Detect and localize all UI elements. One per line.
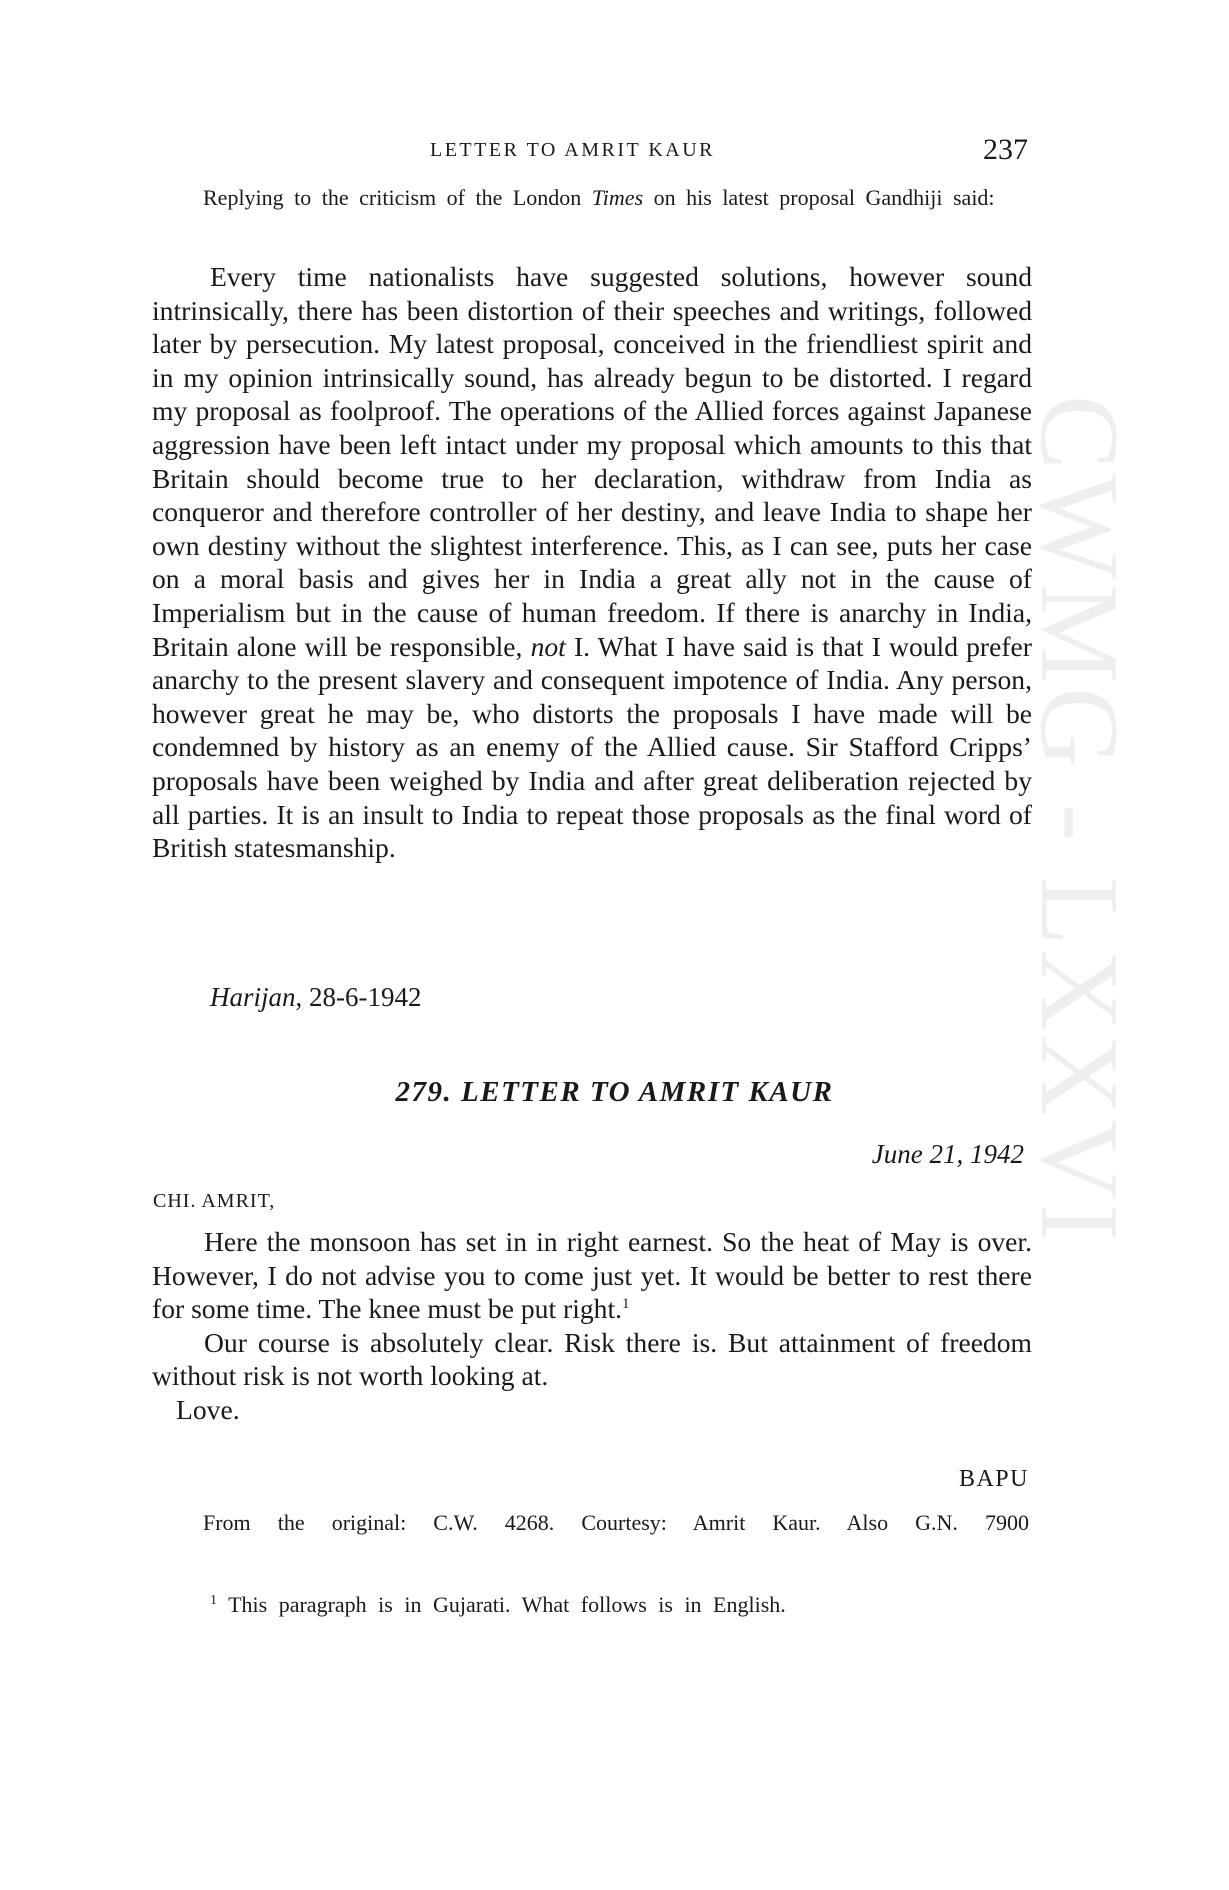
watermark-text: CWMG - LXXVI [1017,395,1141,1246]
intro-note [153,181,1031,215]
letter-closing: Love. [176,1393,240,1425]
running-title: LETTER TO AMRIT KAUR [430,139,716,161]
letter-date: June 21, 1942 [871,1139,1024,1169]
page-number: 237 [983,133,1028,166]
letter-salutation: CHI. AMRIT, [153,1190,276,1212]
statement-emphasis: not [530,630,566,662]
statement-body [152,260,1032,865]
intro-text-before: Replying to the criticism of the London [203,185,592,210]
footnote-reference: 1 [622,1296,630,1313]
intro-text-after: on his latest proposal Gandhiji said: [643,185,995,210]
source-courtesy: From the original: C.W. 4268. Courtesy: Amrit Kaur. Also G.N. 7900 [203,1510,1029,1535]
statement-paragraph [152,260,1032,865]
letter-paragraph-2: Our course is absolutely clear. Risk there is. But attainment of freedom without risk is not worth looking at. [152,1326,1032,1392]
statement-text-part-1: Every time nationalists have suggested solutions, however sound intrinsically, there has been distortion of their speeches and writings, followed later by persecution. My latest proposal, conceived in the friendliest spirit and in my opinion intrinsically sound, has already begun to be distorted. I regard my proposal as foolproof. The operations of the Allied forces against Japanese aggression have been left intact under my proposal which amounts to this that Britain should become true to her declaration, withdraw from India as conqueror and therefore controller of her destiny, and leave India to shape her own destiny without the slightest interference. This, as I can see, puts her case on a moral basis and gives her in India a great ally not in the cause of Imperialism but in the cause of human freedom. If there is anarchy in India, Britain alone will be responsible, [152,261,1032,662]
letter-signature: BAPU [958,1466,1029,1492]
footnote-marker: 1 [210,1593,217,1608]
footnote [210,1592,786,1618]
source-publication: Harijan [210,982,296,1012]
source-citation [210,982,422,1013]
statement-text-part-2: I. What I have said is that I would prefer anarchy to the present slavery and consequent impotence of India. Any person, however great he may be, who distorts the proposals I have made will be condemned by history as an enemy of the Allied cause. Sir Stafford Cripps’ proposals have been weighed by India and after great deliberation rejected by all parties. It is an insult to India to repeat those proposals as the final word of British statesmanship. [152,630,1032,864]
letter-paragraph-1-text: Here the monsoon has set in in right earnest. So the heat of May is over. However, I do not advise you to come just yet. It would be better to rest there for some time. The knee must be put right. [152,1226,1032,1325]
letter-title: 279. LETTER TO AMRIT KAUR [395,1076,834,1108]
running-header [0,133,1229,165]
footnote-text: This paragraph is in Gujarati. What follows is in English. [217,1592,786,1617]
intro-publication: Times [591,185,644,210]
source-date: , 28-6-1942 [295,982,422,1012]
letter-paragraph-1 [152,1225,1032,1326]
letter-body [152,1225,1032,1427]
